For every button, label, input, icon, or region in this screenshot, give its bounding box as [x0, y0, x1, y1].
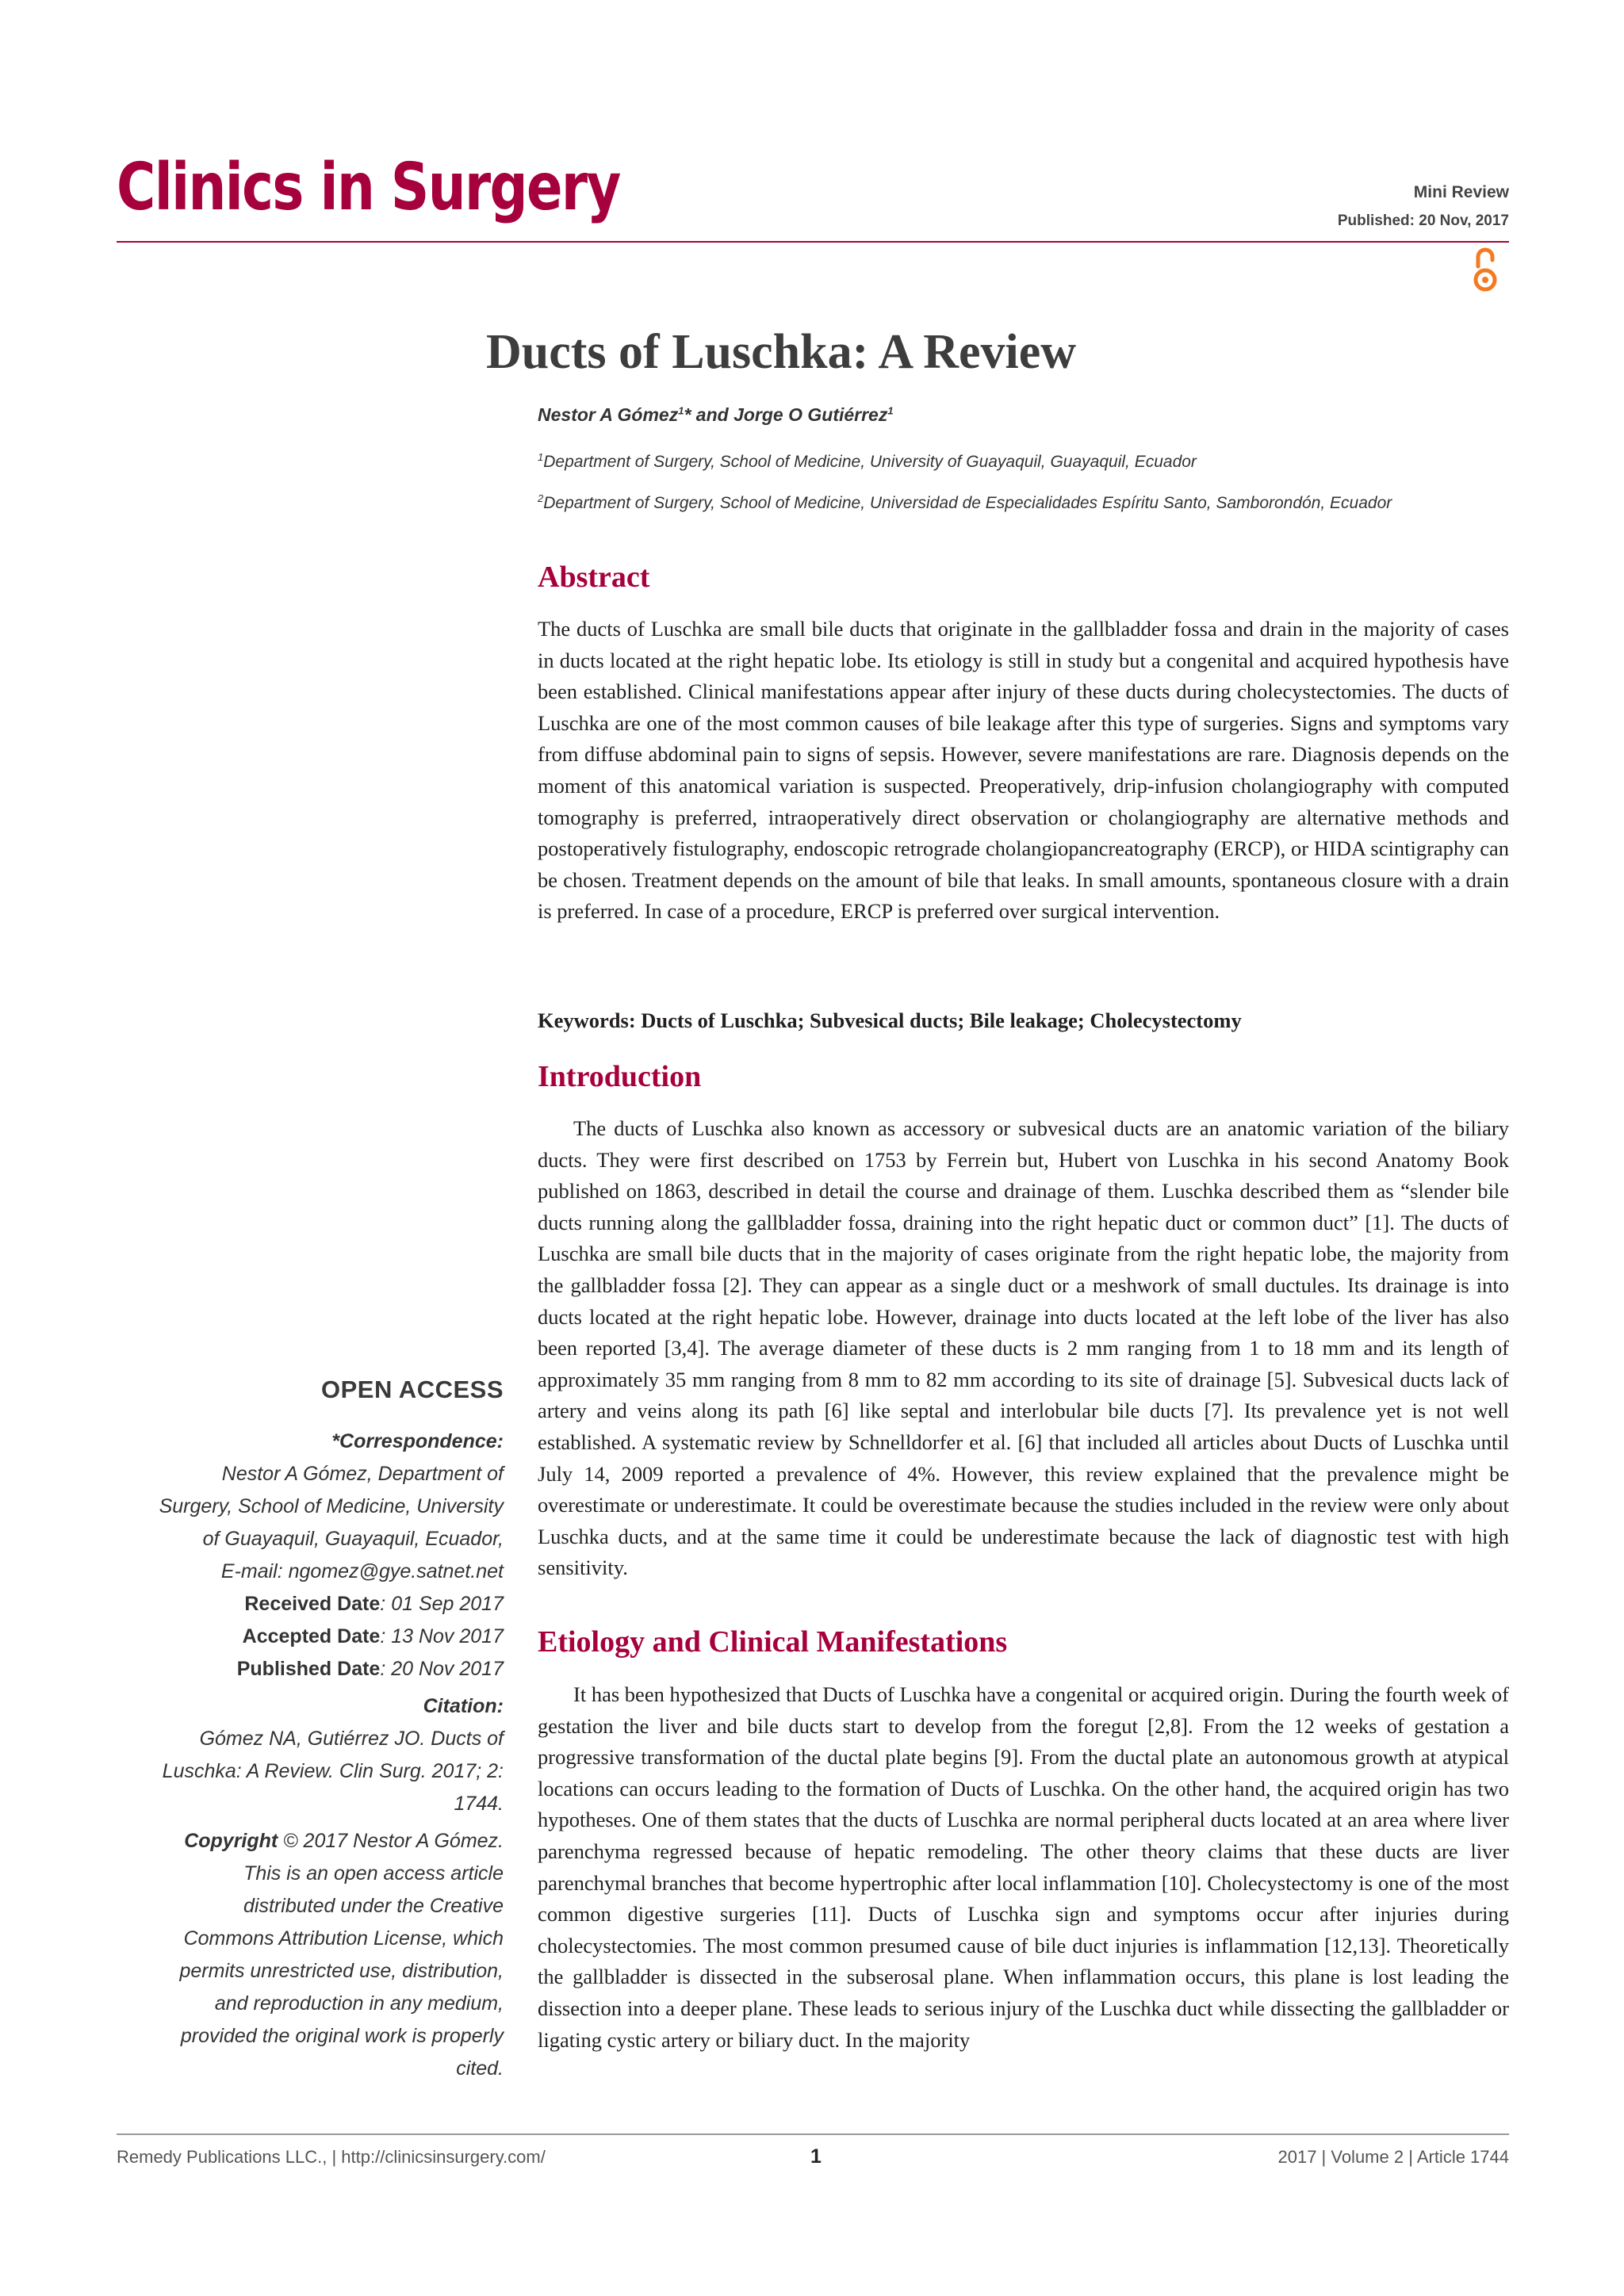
correspondence-line: of Guayaquil, Guayaquil, Ecuador,	[202, 1528, 504, 1550]
citation-line: Luschka: A Review. Clin Surg. 2017; 2:	[162, 1760, 504, 1782]
sidebar-metadata	[117, 1425, 504, 2085]
author-list: Nestor A Gómez$^1$* and Jorge O Gutiérrez$^1$	[538, 404, 894, 425]
correspondence-email: E-mail: ngomez@gye.satnet.net	[220, 1560, 504, 1582]
correspondence-line: Nestor A Gómez, Department of	[221, 1463, 504, 1485]
paper-title: Ducts of Luschka: A Review	[486, 325, 1077, 379]
article-type-label: Mini Review	[1413, 183, 1509, 201]
copyright-line: Copyright © 2017 Nestor A Gómez.	[184, 1830, 504, 1852]
copyright-line: Commons Attribution License, which	[183, 1927, 504, 1950]
open-access-icon	[1473, 246, 1497, 295]
copyright-line: permits unrestricted use, distribution,	[179, 1960, 504, 1982]
correspondence-label: *Correspondence:	[331, 1430, 504, 1452]
footer-publisher: Remedy Publications LLC., | http://clinicsinsurgery.com/	[117, 2147, 546, 2167]
correspondence-line: Surgery, School of Medicine, University	[159, 1495, 504, 1517]
footer-volume: 2017 | Volume 2 | Article 1744	[1277, 2147, 1509, 2167]
affiliation-2: $^2$Department of Surgery, School of Medicine, Universidad de Especialidades Espíritu Santo, Samborondón, Ecuador	[538, 492, 1392, 512]
affiliation-1: $^1$Department of Surgery, School of Medicine, University of Guayaquil, Guayaquil, Ecuador	[538, 451, 1197, 471]
keywords: Keywords: Ducts of Luschka; Subvesical ducts; Bile leakage; Cholecystectomy	[538, 1008, 1242, 1032]
abstract-heading: Abstract	[538, 561, 650, 594]
etiology-heading: Etiology and Clinical Manifestations	[538, 1625, 1008, 1659]
copyright-line: This is an open access article	[243, 1862, 504, 1885]
published-date-sidebar: Published Date: 20 Nov 2017	[236, 1658, 504, 1680]
header-divider	[117, 241, 1509, 243]
copyright-line: provided the original work is properly	[180, 2025, 504, 2047]
published-date: Published: 20 Nov, 2017	[1337, 212, 1509, 229]
introduction-heading: Introduction	[538, 1060, 702, 1093]
copyright-line: cited.	[456, 2057, 504, 2080]
abstract-text: The ducts of Luschka are small bile ducts that originate in the gallbladder fossa and drain in the majority of cases in ducts located at the right hepatic lobe. Its etiology is still in study but a congenital and acquired hypothesis have been established. Clinical manifestations appear after injury of these ducts during cholecystectomies. The ducts of Luschka are one of the most common causes of bile leakage after this type of surgeries. Signs and symptoms vary from diffuse abdominal pain to signs of sepsis. However, severe manifestations are rare. Diagnosis depends on the moment of this anatomical variation is suspected. Preoperatively, drip-infusion cholangiography with computed tomography is preferred, intraoperatively direct observation or cholangiography are alternative methods and postoperatively fistulography, endoscopic retrograde cholangiopancreatography (ERCP), or HIDA scintigraphy can be chosen. Treatment depends on the amount of bile that leaks. In small amounts, spontaneous closure with a drain is preferred. In case of a procedure, ERCP is preferred over surgical intervention.	[538, 617, 1509, 924]
footer-divider	[117, 2133, 1509, 2135]
citation-line: 1744.	[454, 1793, 504, 1815]
accepted-date: Accepted Date: 13 Nov 2017	[242, 1625, 504, 1647]
open-access-label: OPEN ACCESS	[320, 1376, 504, 1403]
etiology-text: It has been hypothesized that Ducts of Luschka have a congenital or acquired origin. During the fourth week of gestation the liver and bile ducts start to develop from the foregut [2,8]. From the 12 weeks of gestation a progressive transformation of the ductal plate begins [9]. From the ductal plate an autonomous growth at atypical locations can occurs leading to the formation of Ducts of Luschka. On the other hand, the acquired origin has two hypotheses. One of them states that the ducts of Luschka are normal peripheral ducts located at an area where liver parenchyma regressed because of hepatic remodeling. The other theory claims that these ducts are liver parenchymal branches that become hypertrophic after local inflammation [10]. Cholecystectomy is one of the most common digestive surgeries [11]. Ducts of Luschka sign and symptoms occur after injuries during cholecystectomies. The most common presumed cause of bile duct injuries is inflammation [12,13]. Theoretically the gallbladder is dissected in the subserosal plane. When inflammation occurs, this plane is lost leading the dissection into a deeper plane. These leads to serious injury of the Luschka duct while dissecting the gallbladder or ligating cystic artery or biliary duct. In the majority	[538, 1682, 1509, 2052]
copyright-line: and reproduction in any medium,	[214, 1992, 504, 2015]
citation-label: Citation:	[423, 1695, 504, 1717]
page-number: 1	[810, 2145, 822, 2168]
received-date: Received Date: 01 Sep 2017	[244, 1593, 504, 1615]
journal-title: Clinics in Surgery	[117, 150, 620, 225]
citation-line: Gómez NA, Gutiérrez JO. Ducts of	[199, 1728, 504, 1750]
introduction-text: The ducts of Luschka also known as accessory or subvesical ducts are an anatomic variation of the biliary ducts. They were first described on 1753 by Ferrein but, Hubert von Luschka in his second Anatomy Book published on 1863, described in detail the course and drainage of them. Luschka described them as “slender bile ducts running along the gallbladder fossa, draining into the right hepatic duct or common duct” [1]. The ducts of Luschka are small bile ducts that in the majority of cases originate from the right hepatic lobe, the majority from the gallbladder fossa [2]. They can appear as a single duct or a meshwork of small ductules. Its drainage is into ducts located at the right hepatic lobe. However, drainage into ducts located at the left lobe of the liver has also been reported [3,4]. The average diameter of these ducts is 2 mm ranging from 1 to 18 mm and its length of approximately 35 mm ranging from 8 mm to 82 mm according to its site of drainage [5]. Subvesical ducts lack of artery and veins along its path [6] like septal and interlobular bile ducts [7]. Its prevalence yet is not well established. A systematic review by Schnelldorfer et al. [6] that included all articles about Ducts of Luschka until July 14, 2009 reported a prevalence of 4%. However, this review explained that the prevalence might be overestimate or underestimate. It could be overestimate because the studies included in the review were only about Luschka ducts, and at the same time it could be underestimate because the lack of diagnostic test with high sensitivity.	[538, 1116, 1509, 1580]
copyright-line: distributed under the Creative	[243, 1895, 504, 1917]
